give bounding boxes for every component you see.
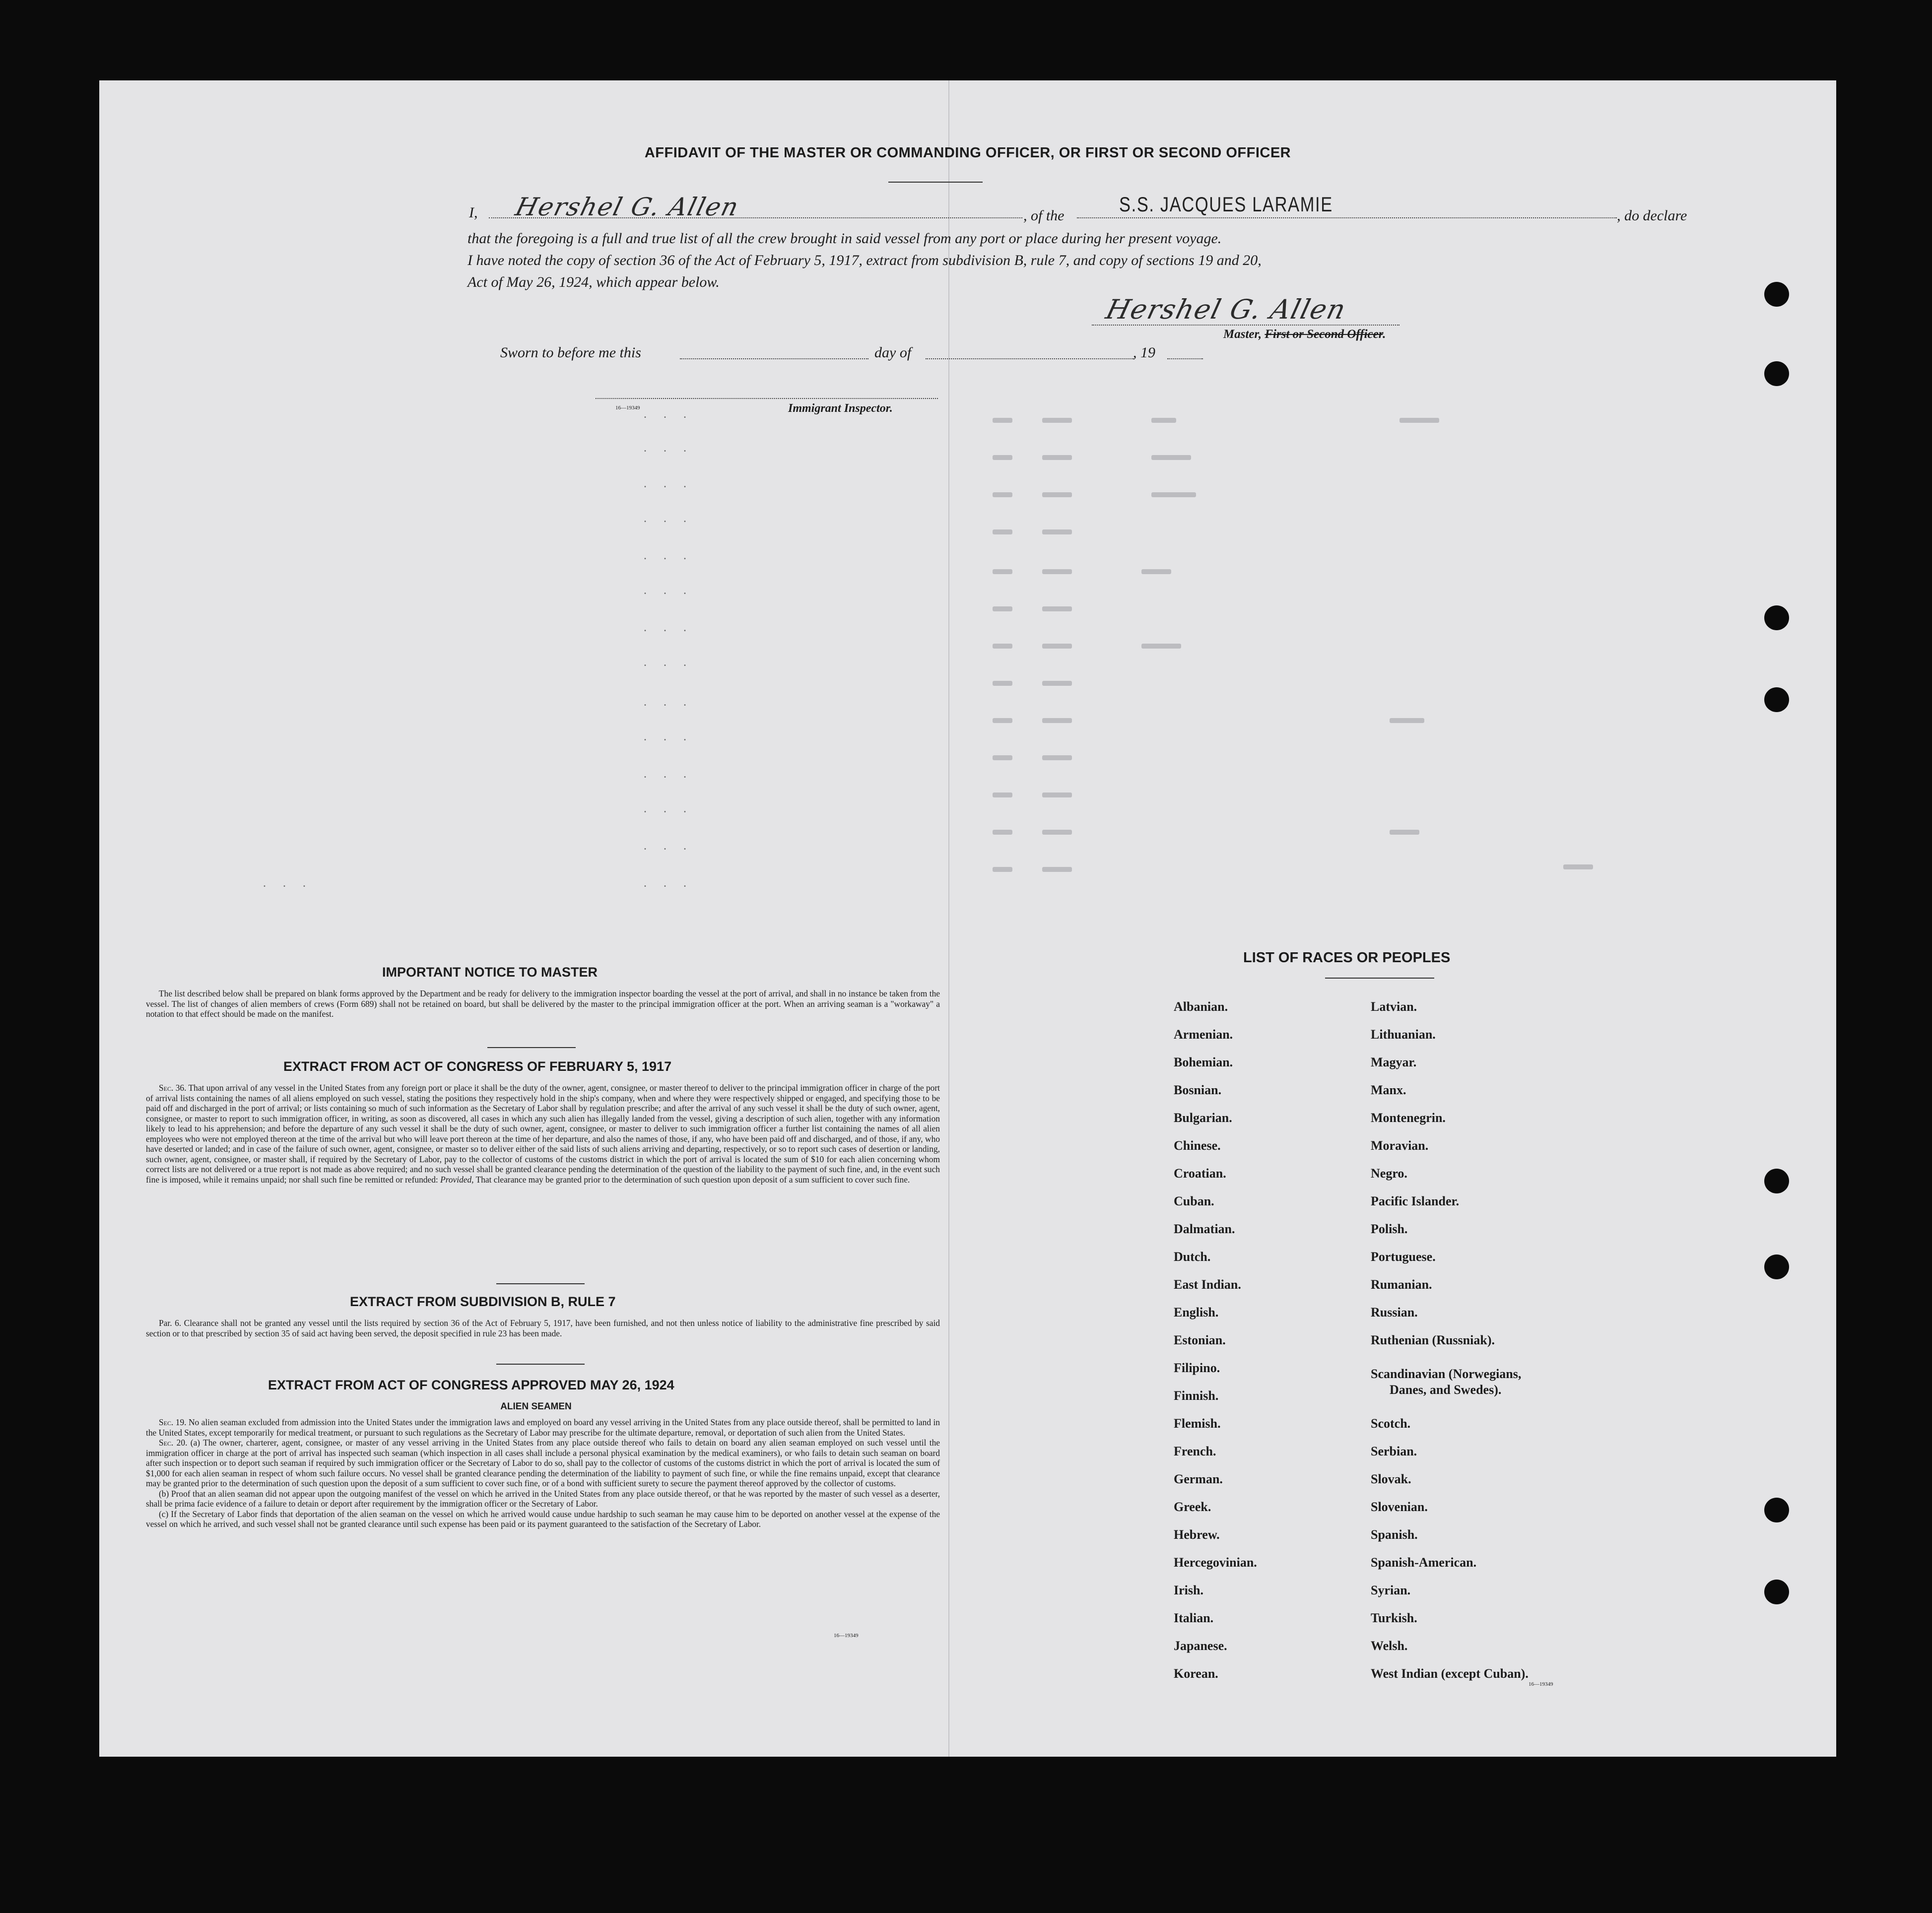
smudge	[1042, 718, 1072, 723]
year-label: , 19	[1133, 344, 1155, 361]
race-entry: Danes, and Swedes).	[1390, 1383, 1502, 1397]
smudge	[1563, 864, 1593, 869]
smudge	[993, 718, 1012, 723]
race-entry: Spanish.	[1371, 1527, 1418, 1542]
race-entry: Montenegrin.	[1371, 1111, 1446, 1125]
race-entry: Japanese.	[1174, 1639, 1227, 1653]
race-entry: East Indian.	[1174, 1277, 1241, 1292]
smudge	[993, 492, 1012, 497]
year-line	[1167, 358, 1203, 359]
smudge	[1042, 529, 1072, 534]
race-entry: Slovak.	[1371, 1472, 1411, 1486]
vessel-name: S.S. JACQUES LARAMIE	[1119, 193, 1333, 216]
smudge	[1042, 830, 1072, 835]
race-entry: Albanian.	[1174, 999, 1228, 1014]
smudge	[993, 418, 1012, 423]
dot-marks: . . .	[644, 840, 693, 853]
smudge	[1399, 418, 1439, 423]
race-entry: Filipino.	[1174, 1361, 1220, 1375]
master-signature: Hershel G. Allen	[1103, 294, 1350, 325]
smudge	[993, 529, 1012, 534]
race-entry: Italian.	[1174, 1611, 1214, 1625]
race-entry: Manx.	[1371, 1083, 1406, 1097]
race-entry: Scotch.	[1371, 1416, 1411, 1431]
race-entry: Turkish.	[1371, 1611, 1417, 1625]
affidavit-body-line-2: I have noted the copy of section 36 of the Act of February 5, 1917, extract from subdivision B, rule 7, and copy of sections 19 and 20,	[467, 252, 1262, 268]
punch-hole	[1764, 1580, 1789, 1604]
section-rule	[496, 1364, 585, 1365]
smudge	[993, 792, 1012, 797]
smudge	[993, 644, 1012, 649]
race-entry: Estonian.	[1174, 1333, 1226, 1347]
section-rule	[487, 1047, 576, 1048]
smudge	[1390, 718, 1424, 723]
day-of-label: day of	[874, 344, 912, 361]
race-entry: Dutch.	[1174, 1250, 1211, 1264]
smudge	[1042, 418, 1072, 423]
races-heading: LIST OF RACES OR PEOPLES	[1243, 950, 1451, 966]
signature-caption: Master, First or Second Officer.	[1223, 328, 1386, 341]
race-entry: Irish.	[1174, 1583, 1203, 1597]
smudge	[1151, 418, 1176, 423]
smudge	[1151, 455, 1191, 460]
smudge	[1042, 792, 1072, 797]
dot-marks: . . .	[644, 477, 693, 490]
race-entry: Spanish-American.	[1371, 1555, 1477, 1570]
race-entry: Lithuanian.	[1371, 1027, 1436, 1042]
notice-heading: IMPORTANT NOTICE TO MASTER	[382, 965, 598, 980]
race-entry: German.	[1174, 1472, 1223, 1486]
dot-marks: . . .	[644, 549, 693, 562]
punch-hole	[1764, 687, 1789, 712]
race-entry: Pacific Islander.	[1371, 1194, 1460, 1208]
punch-hole	[1764, 361, 1789, 386]
struck-officer-title: First or Second Officer	[1265, 328, 1383, 341]
race-entry: West Indian (except Cuban).	[1371, 1666, 1529, 1681]
dot-marks: . . .	[644, 512, 693, 525]
race-entry: Dalmatian.	[1174, 1222, 1235, 1236]
smudge	[1390, 830, 1419, 835]
race-entry: Finnish.	[1174, 1388, 1219, 1403]
race-entry: Magyar.	[1371, 1055, 1417, 1069]
signer-name-handwritten: Hershel G. Allen	[512, 193, 742, 221]
race-entry: Negro.	[1371, 1166, 1407, 1181]
smudge	[1042, 606, 1072, 611]
dot-marks: . . .	[644, 442, 693, 455]
dot-marks: . . .	[644, 696, 693, 709]
smudge	[1042, 681, 1072, 686]
sworn-day-line	[680, 358, 868, 359]
smudge	[1141, 569, 1171, 574]
dot-marks: . . .	[644, 656, 693, 669]
punch-hole	[1764, 1254, 1789, 1279]
form-number-top: 16—19349	[615, 405, 640, 411]
dot-marks: . . .	[263, 877, 313, 890]
page-fold	[948, 80, 949, 1757]
race-entry: Hercegovinian.	[1174, 1555, 1257, 1570]
dot-marks: . . .	[644, 768, 693, 781]
smudge	[993, 606, 1012, 611]
smudge	[1042, 755, 1072, 760]
race-entry: Welsh.	[1371, 1639, 1408, 1653]
section-rule	[496, 1283, 585, 1284]
race-entry: Greek.	[1174, 1500, 1211, 1514]
affidavit-body-line-3: Act of May 26, 1924, which appear below.	[467, 274, 720, 290]
inspector-caption: Immigrant Inspector.	[788, 402, 893, 415]
race-entry: Bosnian.	[1174, 1083, 1222, 1097]
smudge	[993, 755, 1012, 760]
race-entry: Syrian.	[1371, 1583, 1411, 1597]
punch-hole	[1764, 1169, 1789, 1193]
punch-hole	[1764, 282, 1789, 307]
extract-1924-text: Sec. 19. No alien seaman excluded from admission into the United States under the immigration laws and employed on board any vessel arriving in the United States from any place outside thereof, shall be permitted to land in the United States, except temporarily for medical treatment, or pursuant to such regulations as the Secretary of Labor may prescribe for the ultimate departure, removal, or deportation of such alien from the United States. Sec. 20. (a) The owner, charterer, agent, consignee, or master of any vessel arriving in the United States from any place outside thereof who fails to detain on board any alien seaman employed on such vessel until the immigration officer in charge at the port of arrival has inspected such seaman (which inspection in all cases shall include a personal physical examination by the medical examiners), or who fails to detain such seaman on board after such inspection or to deport such seaman if required by such immigration officer or the Secretary of Labor to do so, shall pay to the collector of customs of the customs district in which the port of arrival is located the sum of $1,000 for each alien seaman in respect of whom such failure occurs. No vessel shall be granted clearance pending the determination of the liability to payment of such fine, or while the fine remains unpaid, except that clearance may be granted prior to the determination of such question upon the deposit of a sum sufficient to cover such fine, or of a bond with sufficient surety to secure the payment thereof approved by the collector of customs. (b) Proof that an alien seaman did not appear upon the outgoing manifest of the vessel on which he arrived in the United States from any place outside thereof, or that he was reported by the master of such vessel as a deserter, shall be prima facie evidence of a failure to detain or deport after requirement by the immigration officer or the Secretary of Labor. (c) If the Secretary of Labor finds that deportation of the alien seaman on the vessel on which he arrived would cause undue hardship to such seaman he may cause him to be deported on another vessel at the expense of the vessel on which he arrived, and such vessel shall not be granted clearance until such expense has been paid or its payment guaranteed to the satisfaction of the Secretary of Labor.	[146, 1417, 940, 1529]
smudge	[993, 455, 1012, 460]
smudge	[1042, 644, 1072, 649]
smudge	[1042, 867, 1072, 872]
race-entry: Scandinavian (Norwegians,	[1371, 1367, 1522, 1381]
smudge	[1151, 492, 1196, 497]
dot-marks: . . .	[644, 584, 693, 597]
inspector-line	[596, 398, 938, 399]
race-entry: Rumanian.	[1371, 1277, 1432, 1292]
race-entry: Serbian.	[1371, 1444, 1417, 1458]
race-entry: Korean.	[1174, 1666, 1218, 1681]
smudge	[1141, 644, 1181, 649]
race-entry: Polish.	[1371, 1222, 1408, 1236]
punch-hole	[1764, 605, 1789, 630]
sworn-text: Sworn to before me this	[500, 344, 641, 361]
dot-marks: . . .	[644, 621, 693, 634]
race-entry: Croatian.	[1174, 1166, 1226, 1181]
race-entry: Hebrew.	[1174, 1527, 1220, 1542]
race-entry: French.	[1174, 1444, 1216, 1458]
do-declare-label: , do declare	[1617, 207, 1687, 224]
smudge	[993, 681, 1012, 686]
punch-hole	[1764, 1498, 1789, 1522]
smudge	[993, 830, 1012, 835]
race-entry: Portuguese.	[1371, 1250, 1436, 1264]
form-number-right: 16—19349	[1529, 1681, 1553, 1687]
dot-marks: . . .	[644, 730, 693, 743]
form-number-left: 16—19349	[834, 1633, 859, 1639]
extract-rule7-text: Par. 6. Clearance shall not be granted any vessel until the lists required by section 36 of the Act of February 5, 1917, have been furnished, and not then unless notice of liability to the administrative fine prescribed by said section or to that prescribed by section 35 of said act having been served, the deposit specified in rule 23 has been made.	[146, 1318, 940, 1338]
race-entry: Latvian.	[1371, 999, 1417, 1014]
title-rule	[888, 182, 983, 183]
notice-text: The list described below shall be prepared on blank forms approved by the Department and be ready for delivery to the immigration inspector boarding the vessel at the port of arrival, and shall in no instance be taken from the vessel. The list of changes of alien members of crews (Form 689) shall not be retained on board, but shall be delivered by the master to the principal immigration officer at the port. When an arriving seaman is a "workaway" a notation to that effect should be made on the manifest.	[146, 989, 940, 1019]
smudge	[1042, 492, 1072, 497]
smudge	[993, 867, 1012, 872]
affidavit-prefix: I,	[469, 204, 478, 221]
affidavit-body-line-1: that the foregoing is a full and true list of all the crew brought in said vessel from any port or place during her present voyage.	[467, 230, 1222, 247]
smudge	[1042, 569, 1072, 574]
race-entry: Bulgarian.	[1174, 1111, 1232, 1125]
race-entry: Chinese.	[1174, 1138, 1221, 1153]
smudge	[993, 569, 1012, 574]
extract-1917-text: Sec. 36. That upon arrival of any vessel in the United States from any foreign port or place it shall be the duty of the owner, agent, consignee, or master thereof to deliver to the principal immigration officer in charge of the port of arrival lists containing the names of all aliens employed on such vessel, stating the positions they respectively hold in the ship's company, when and where they were respectively shipped or engaged, and specifying those to be paid off and discharged in the port of arrival; or lists containing so much of such information as the Secretary of Labor shall by regulation prescribe; and after the arrival of any such vessel it shall be the duty of such owner, agent, consignee, or master to report to such immigration officer, in writing, as soon as discovered, all cases in which any such alien has illegally landed from the vessel, giving a description of such alien, together with any information likely to lead to his apprehension; and before the departure of any such vessel it shall be the duty of such owner, agent, consignee, or master to deliver to such immigration officer a further list containing the names of all alien employees who were not employed thereon at the time of the arrival but who will leave port thereon at the time of her departure, and also the names of those, if any, who have been paid off and discharged, and of those, if any, who have deserted or landed; and in case of the failure of such owner, agent, consignee, or master so to deliver either of the said lists of such aliens arriving and departing, respectively, or so to report such cases of desertion or landing, such owner, agent, consignee, or master shall, if required by the Secretary of Labor, pay to the collector of customs of the customs district in which the port of arrival is located the sum of $10 for each alien concerning whom correct lists are not delivered or a true report is not made as above required; and no such vessel shall be granted clearance pending the determination of the question of the liability to the payment of such fine, and, in the event such fine is imposed, while it remains unpaid; nor shall such fine be remitted or refunded: Provided, That clearance may be granted prior to the determination of such question upon deposit of a sum sufficient to cover such fine.	[146, 1083, 940, 1185]
alien-seamen-subheading: ALIEN SEAMEN	[500, 1401, 572, 1412]
document-sheet	[99, 80, 1836, 1757]
affidavit-title: AFFIDAVIT OF THE MASTER OR COMMANDING OFFICER, OR FIRST OR SECOND OFFICER	[644, 145, 1291, 161]
extract-1924-heading: EXTRACT FROM ACT OF CONGRESS APPROVED MAY 26, 1924	[268, 1378, 674, 1392]
of-the-label: , of the	[1023, 207, 1065, 224]
extract-1917-heading: EXTRACT FROM ACT OF CONGRESS OF FEBRUARY 5, 1917	[283, 1059, 672, 1074]
race-entry: Ruthenian (Russniak).	[1371, 1333, 1495, 1347]
dot-marks: . . .	[644, 877, 693, 890]
dot-marks: . . .	[644, 802, 693, 815]
race-entry: Slovenian.	[1371, 1500, 1428, 1514]
race-entry: Armenian.	[1174, 1027, 1233, 1042]
sworn-month-line	[926, 358, 1134, 359]
extract-rule7-heading: EXTRACT FROM SUBDIVISION B, RULE 7	[350, 1294, 616, 1309]
smudge	[1042, 455, 1072, 460]
race-entry: Cuban.	[1174, 1194, 1214, 1208]
race-entry: Flemish.	[1174, 1416, 1221, 1431]
dot-marks: . . .	[644, 408, 693, 421]
races-rule	[1325, 978, 1434, 979]
race-entry: Bohemian.	[1174, 1055, 1233, 1069]
race-entry: English.	[1174, 1305, 1219, 1319]
race-entry: Russian.	[1371, 1305, 1418, 1319]
race-entry: Moravian.	[1371, 1138, 1429, 1153]
